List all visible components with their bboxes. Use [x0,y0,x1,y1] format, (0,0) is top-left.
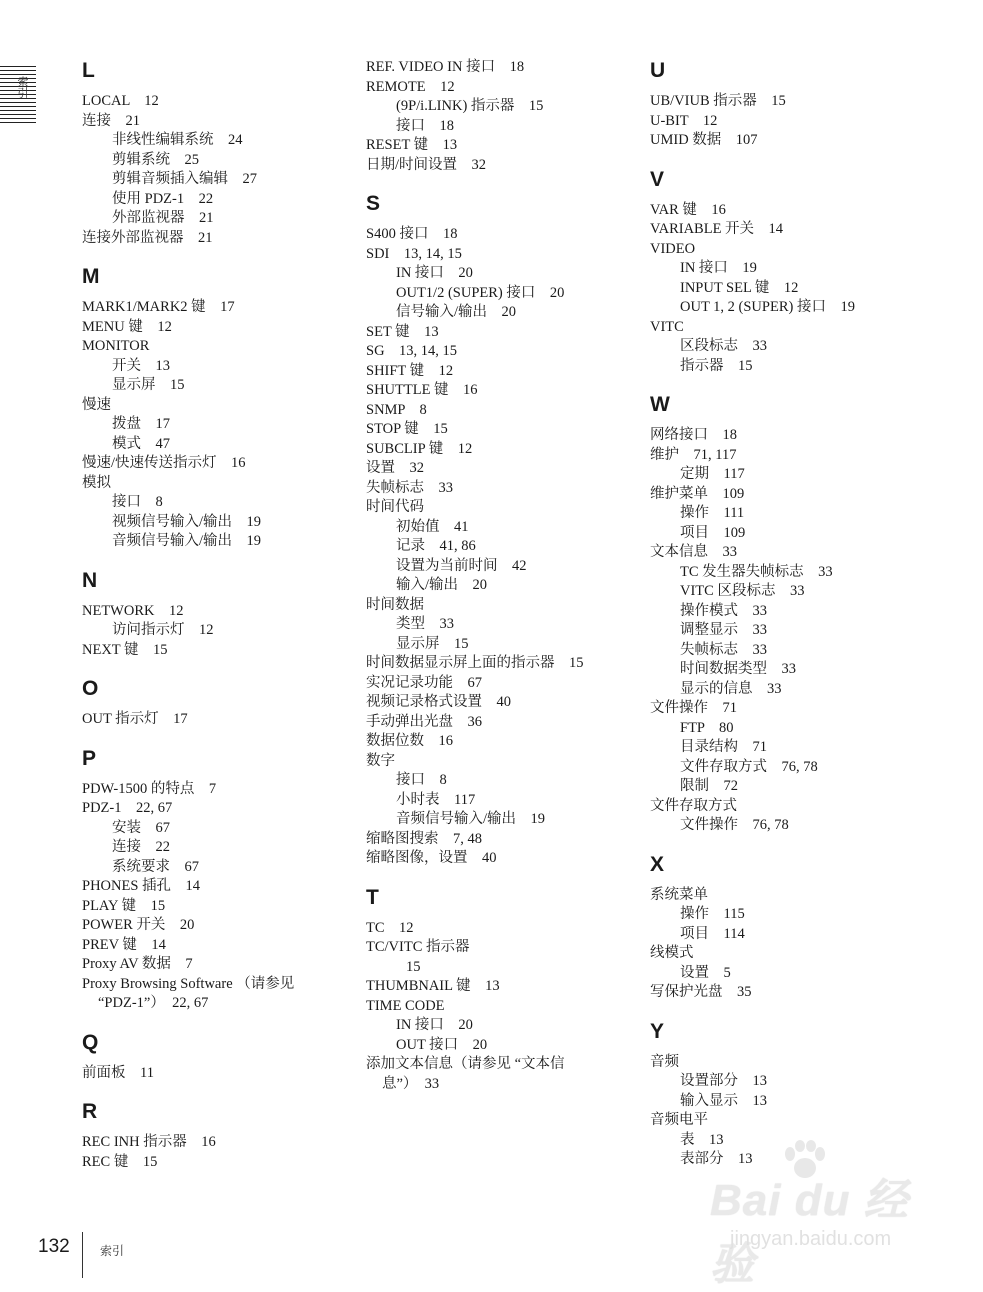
index-entry: LOCAL 12 [82,93,159,109]
index-entry: 慢速 [82,396,111,413]
index-section [82,746,372,1014]
index-subentry: 模式 47 [112,435,170,452]
index-entry: REC 键 15 [82,1153,158,1170]
index-subentry: 操作模式 33 [680,602,767,619]
index-entry: SET 键 13 [366,323,439,340]
index-subentry: 显示屏 15 [112,377,185,393]
index-subentry: 连接 22 [112,839,170,855]
index-entry: 添加文本信息（请参见 “文本信 [366,1056,565,1072]
index-entry: 缩略图像，设置 40 [366,850,497,866]
index-subentry: TC 发生器失帧标志 33 [680,563,833,580]
index-section [650,167,940,377]
index-entry: 线模式 [650,945,694,961]
index-subentry: OUT 接口 20 [396,1036,488,1053]
index-section [650,392,940,836]
index-entry: PDW-1500 的特点 7 [82,780,217,797]
index-subentry: 文件操作 76, 78 [680,817,789,833]
index-subentry: 表部分 13 [680,1151,753,1167]
index-subentry: 设置部分 13 [680,1073,767,1089]
index-entry: 时间数据显示屏上面的指示器 15 [366,655,584,671]
index-column-3 [650,58,940,1170]
index-subentry: 外部监视器 21 [112,210,214,226]
index-subentry: 接口 8 [396,772,447,788]
index-entry: 文本信息 33 [650,544,737,560]
index-entry: THUMBNAIL 键 13 [366,978,500,994]
index-subentry: 安装 67 [112,819,170,836]
index-entry: 连接 21 [82,112,140,129]
index-entry: U-BIT 12 [650,112,718,129]
index-section [82,1030,372,1084]
index-section [366,191,656,869]
index-entry: SNMP 8 [366,401,427,418]
index-subentry: 项目 114 [680,925,745,942]
section-letter-heading: U [650,59,666,82]
index-entry: SHIFT 键 12 [366,362,454,379]
index-subentry: OUT1/2 (SUPER) 接口 20 [396,284,565,301]
section-letter-heading: S [366,192,381,215]
index-subentry: 设置为当前时间 42 [396,557,527,574]
index-entry: SUBCLIP 键 12 [366,440,473,457]
index-entry: PHONES 插孔 14 [82,878,201,894]
index-entry: PREV 键 14 [82,936,166,953]
index-subentry: 剪辑系统 25 [112,151,199,168]
index-entry: 网络接口 18 [650,427,737,443]
index-subentry: 操作 111 [680,505,745,521]
index-subentry: VITC 区段标志 33 [680,583,805,599]
index-entry: NETWORK 12 [82,602,184,619]
index-entry: VAR 键 16 [650,201,726,218]
index-entry: 系统菜单 [650,886,708,903]
index-section [366,885,656,1095]
section-letter-heading: Y [650,1019,665,1043]
section-letter-heading: Q [82,1030,99,1054]
index-subentry: INPUT SEL 键 12 [680,279,799,296]
index-subentry: FTP 80 [680,719,734,736]
index-entry: MENU 键 12 [82,318,172,335]
section-letter-heading: M [82,265,100,288]
section-letter-heading: V [650,167,665,191]
index-subentry: 音频信号输入/输出 19 [396,811,546,827]
index-entry: UB/VIUB 指示器 15 [650,93,786,109]
index-entry: NEXT 键 15 [82,641,168,658]
section-letter-heading: L [82,59,95,82]
section-letter-heading: O [82,677,99,700]
index-subentry: 接口 8 [112,494,163,510]
index-entry: 文件存取方式 [650,797,737,814]
index-entry: VIDEO [650,240,696,257]
index-entry: 失帧标志 33 [366,479,453,496]
index-entry: 连接外部监视器 21 [82,229,213,246]
watermark-brand: Bai du 经验 [710,1176,909,1289]
index-entry: MONITOR [82,338,150,354]
index-section [82,1099,372,1172]
index-entry: REC INH 指示器 16 [82,1134,216,1150]
index-entry: 文件操作 71 [650,700,737,716]
index-subentry: 设置 5 [680,964,731,981]
index-subentry: 记录 41, 86 [396,538,476,554]
index-subentry: IN 接口 20 [396,1017,473,1033]
footer-section-label: 索引 [100,1244,125,1258]
index-column-2 [366,58,656,1094]
index-subentry: 开关 13 [112,357,170,374]
section-letter-heading: N [82,568,98,592]
index-subentry: 显示屏 15 [396,635,469,652]
index-entry: 音频电平 [650,1112,708,1128]
index-subentry: 小时表 117 [396,791,476,808]
index-entry: “PDZ-1”） 22, 67 [98,995,209,1011]
index-section [650,58,940,151]
index-entry: VITC [650,318,684,335]
index-entry: REF. VIDEO IN 接口 18 [366,59,525,75]
index-section [650,852,940,1003]
index-subentry: 信号输入/输出 20 [396,304,517,320]
index-subentry: 项目 109 [680,524,746,541]
index-entry: 15 [406,958,421,975]
index-subentry: 剪辑音频插入编辑 27 [112,171,257,187]
section-letter-heading: X [650,852,665,876]
index-subentry: 音频信号输入/输出 19 [112,533,262,549]
index-section [82,568,372,661]
index-entry: Proxy AV 数据 7 [82,956,193,972]
index-entry: VARIABLE 开关 14 [650,221,784,237]
index-subentry: 区段标志 33 [680,338,767,354]
index-subentry: (9P/i.LINK) 指示器 15 [396,98,544,114]
side-tab-label: 索引 [16,76,28,98]
index-subentry: IN 接口 19 [680,260,757,276]
index-entry: 前面板 11 [82,1064,154,1081]
index-entry: 息”） 33 [382,1075,440,1092]
index-subentry: 初始值 41 [396,518,469,535]
index-subentry: 定期 117 [680,466,745,482]
index-entry: SHUTTLE 键 16 [366,382,478,398]
index-entry: 写保护光盘 35 [650,984,752,1000]
index-entry: 视频记录格式设置 40 [366,694,511,710]
index-entry: SDI 13, 14, 15 [366,245,462,262]
index-subentry: 拨盘 17 [112,416,170,432]
index-entry: 维护菜单 109 [650,485,745,502]
index-subentry: 目录结构 71 [680,739,767,755]
index-entry: UMID 数据 107 [650,132,758,148]
index-entry: 日期/时间设置 32 [366,156,487,173]
index-entry: 设置 32 [366,460,424,476]
footer-divider [82,1232,83,1278]
index-entry: SG 13, 14, 15 [366,343,458,359]
index-entry: 缩略图搜索 7, 48 [366,830,482,847]
index-subentry: 类型 33 [396,616,454,632]
index-subentry: 调整显示 33 [680,622,767,638]
index-subentry: 输入显示 13 [680,1092,767,1109]
index-entry: REMOTE 12 [366,78,455,95]
index-subentry: 操作 115 [680,906,745,922]
index-entry: Proxy Browsing Software （请参见 [82,975,295,992]
index-entry: TIME CODE [366,997,445,1014]
index-subentry: IN 接口 20 [396,265,473,281]
index-subentry: 使用 PDZ-1 22 [112,190,214,207]
index-entry: 数字 [366,752,395,769]
index-entry: 模拟 [82,474,111,491]
index-subentry: 访问指示灯 12 [112,622,214,638]
index-subentry: 系统要求 67 [112,858,199,875]
index-subentry: 显示的信息 33 [680,680,782,697]
index-entry: S400 接口 18 [366,226,458,242]
index-subentry: 视频信号输入/输出 19 [112,513,262,530]
index-entry: 维护 71, 117 [650,446,737,463]
index-entry: 慢速/快速传送指示灯 16 [82,455,246,471]
index-subentry: 表 13 [680,1131,724,1148]
index-entry: 数据位数 16 [366,733,453,749]
index-entry: TC 12 [366,919,414,936]
index-entry: STOP 键 15 [366,421,448,437]
index-entry: RESET 键 13 [366,137,458,153]
section-letter-heading: R [82,1100,98,1123]
baidu-jingyan-watermark [700,1140,940,1289]
index-entry: 音频 [650,1053,679,1070]
index-entry: TC/VITC 指示器 [366,939,470,955]
index-section [82,58,372,248]
index-section [82,676,372,730]
section-letter-heading: T [366,885,379,909]
index-entry: PDZ-1 22, 67 [82,800,173,816]
index-column-1 [82,58,372,1172]
index-subentry: 失帧标志 33 [680,641,767,658]
index-subentry: 非线性编辑系统 24 [112,132,243,148]
index-entry: POWER 开关 20 [82,917,195,933]
watermark-url: jingyan.baidu.com [730,1228,892,1250]
index-section [366,58,656,175]
index-entry: OUT 指示灯 17 [82,711,188,727]
index-subentry: OUT 1, 2 (SUPER) 接口 19 [680,299,855,315]
index-entry: 时间数据 [366,596,424,613]
index-section [82,264,372,552]
section-letter-heading: W [650,393,670,416]
index-subentry: 接口 18 [396,117,454,134]
index-entry: PLAY 键 15 [82,897,166,914]
index-entry: 时间代码 [366,499,424,515]
section-letter-heading: P [82,746,97,770]
index-subentry: 输入/输出 20 [396,577,488,593]
index-subentry: 指示器 15 [680,357,753,374]
index-subentry: 文件存取方式 76, 78 [680,758,818,775]
index-entry: MARK1/MARK2 键 17 [82,299,235,315]
page-number: 132 [38,1236,70,1257]
index-subentry: 时间数据类型 33 [680,661,796,677]
index-subentry: 限制 72 [680,778,738,794]
index-entry: 实况记录功能 67 [366,674,482,691]
index-entry: 手动弹出光盘 36 [366,713,482,730]
